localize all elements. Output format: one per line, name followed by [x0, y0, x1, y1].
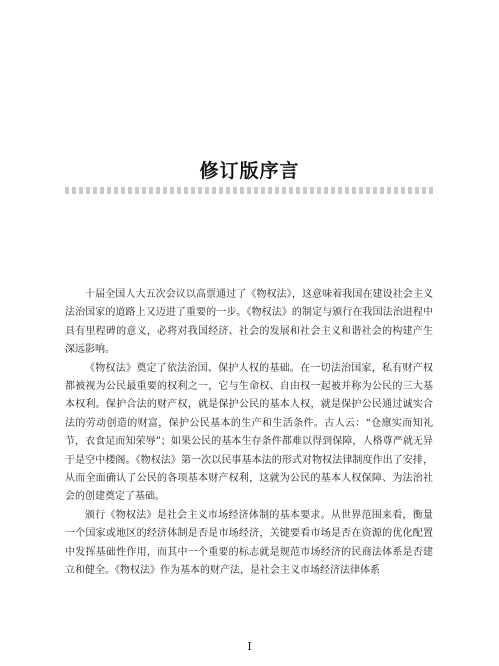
page-number: I [247, 640, 252, 653]
paragraph: 《物权法》奠定了依法治国、保护人权的基础。在一切法治国家，私有财产权都被视为公民最重要的权利之一，它与生命权、自由权一起被并称为公民的三大基本权利。保护合法的财产权，就是保护公民的基本人权，就是保护公民通过诚实合法的劳动创造的财富，保护公民基本的生产和生活条件。古人云：“仓廪实而知礼节，衣食足而知荣辱”；如果公民的基本生存条件都难以得到保障，人格尊严就无异于是空中楼阁。《物权法》第一次以民事基本法的形式对物权法律制度作出了安排，从而全面确认了公民的各项基本财产权利，这就为公民的基本人权保障、为法治社会的创建奠定了基础。 [65, 362, 433, 503]
title-divider [65, 187, 433, 194]
paragraph: 颁行《物权法》是社会主义市场经济体制的基本要求。从世界范围来看，衡量一个国家或地区的经济体制是否是市场经济，关键要看市场是否在资源的优化配置中发挥基础性作用，而其中一个重要的标志就是规范市场经济的民商法体系是否建立和健全。《物权法》作为基本的财产法，是社会主义市场经济法律体系 [65, 509, 433, 577]
page-title: 修订版序言 [199, 160, 300, 182]
body-text [65, 286, 433, 581]
paragraph: 十届全国人大五次会议以高票通过了《物权法》，这意味着我国在建设社会主义法治国家的道路上又迈进了重要的一步。《物权法》的制定与颁行在我国法治进程中具有里程碑的意义，必将对我国经济、社会的发展和社会主义和谐社会的构建产生深远影响。 [65, 289, 433, 356]
